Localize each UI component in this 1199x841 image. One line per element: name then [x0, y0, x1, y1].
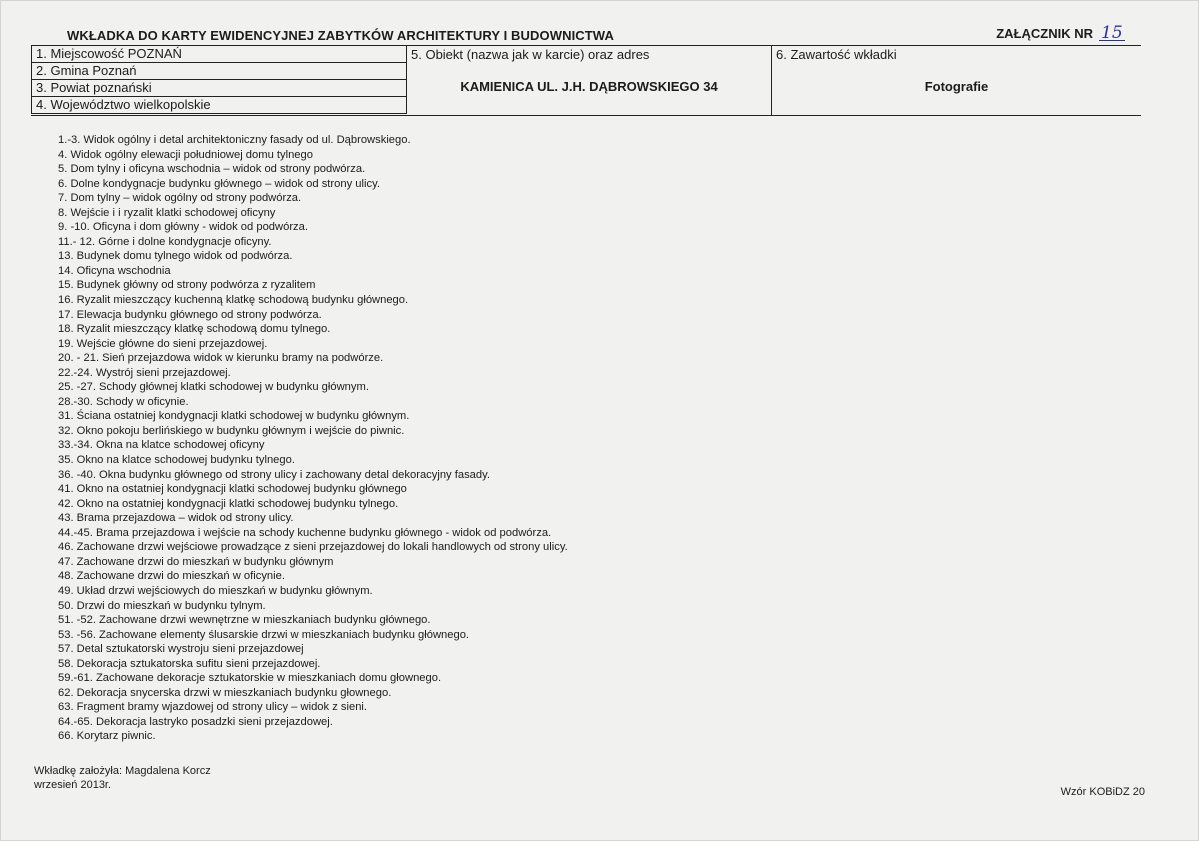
- list-item: 31. Ściana ostatniej kondygnacji klatki schodowej w budynku głównym.: [58, 410, 410, 423]
- object-cell: [407, 45, 772, 116]
- form-id: Wzór KOBiDZ 20: [1060, 786, 1145, 798]
- list-item: 53. -56. Zachowane elementy ślusarskie drzwi w mieszkaniach budynku głównego.: [58, 628, 470, 641]
- field-commune: 2. Gmina Poznań: [31, 62, 407, 79]
- field-locality: 1. Miejscowość POZNAŃ: [31, 45, 407, 62]
- list-item: 11.- 12. Górne i dolne kondygnacje oficyny.: [58, 235, 272, 248]
- list-item: 7. Dom tylny – widok ogólny od strony podwórza.: [58, 192, 302, 205]
- content-label: 6. Zawartość wkładki: [776, 47, 897, 62]
- list-item: 32. Okno pokoju berlińskiego w budynku głównym i wejście do piwnic.: [58, 424, 405, 437]
- list-item: 62. Dekoracja snycerska drzwi w mieszkaniach budynku głownego.: [58, 686, 392, 699]
- date: wrzesień 2013r.: [34, 779, 112, 791]
- list-item: 35. Okno na klatce schodowej budynku tylnego.: [58, 454, 295, 467]
- list-item: 50. Drzwi do mieszkań w budynku tylnym.: [58, 599, 266, 612]
- list-item: 46. Zachowane drzwi wejściowe prowadzące z sieni przejazdowej do lokali handlowych od strony ulicy.: [58, 541, 568, 554]
- list-item: 6. Dolne kondygnacje budynku głównego – widok od strony ulicy.: [58, 177, 380, 190]
- list-item: 14. Oficyna wschodnia: [58, 264, 171, 277]
- field-voivodeship: 4. Województwo wielkopolskie: [31, 96, 407, 114]
- list-item: 41. Okno na ostatniej kondygnacji klatki schodowej budynku głównego: [58, 483, 407, 496]
- photo-list: [58, 133, 568, 744]
- list-item: 63. Fragment bramy wjazdowej od strony ulicy – widok z sieni.: [58, 701, 368, 714]
- list-item: 66. Korytarz piwnic.: [58, 730, 156, 743]
- list-item: 44.-45. Brama przejazdowa i wejście na schody kuchenne budynku głównego - widok od podwórza.: [58, 526, 552, 539]
- field-district: 3. Powiat poznański: [31, 79, 407, 96]
- list-item: 49. Układ drzwi wejściowych do mieszkań w budynku głównym.: [58, 584, 373, 597]
- annex-label: ZAŁĄCZNIK NR: [996, 26, 1093, 41]
- content-cell: [772, 45, 1141, 116]
- list-item: 4. Widok ogólny elewacji południowej domu tylnego: [58, 148, 313, 161]
- list-item: 42. Okno na ostatniej kondygnacji klatki schodowej budynku tylnego.: [58, 497, 399, 510]
- list-item: 13. Budynek domu tylnego widok od podwórza.: [58, 250, 293, 263]
- author: Wkładkę założyła: Magdalena Korcz: [34, 765, 211, 777]
- list-item: 43. Brama przejazdowa – widok od strony ulicy.: [58, 512, 294, 525]
- list-item: 15. Budynek główny od strony podwórza z ryzalitem: [58, 279, 316, 292]
- content-value: Fotografie: [924, 79, 989, 94]
- list-item: 57. Detal sztukatorski wystroju sieni przejazdowej: [58, 643, 304, 656]
- header-table: [31, 45, 1141, 116]
- list-item: 18. Ryzalit mieszczący klatkę schodową domu tylnego.: [58, 323, 331, 336]
- list-item: 36. -40. Okna budynku głównego od strony ulicy i zachowany detal dekoracyjny fasady.: [58, 468, 491, 481]
- document-title: WKŁADKA DO KARTY EWIDENCYJNEJ ZABYTKÓW ARCHITEKTURY I BUDOWNICTWA: [67, 28, 614, 43]
- list-item: 58. Dekoracja sztukatorska sufitu sieni przejazdowej.: [58, 657, 321, 670]
- object-value: KAMIENICA UL. J.H. DĄBROWSKIEGO 34: [460, 79, 718, 94]
- list-item: 64.-65. Dekoracja lastryko posadzki sieni przejazdowej.: [58, 715, 333, 728]
- location-fields: [31, 45, 407, 115]
- list-item: 19. Wejście główne do sieni przejazdowej.: [58, 337, 268, 350]
- list-item: 17. Elewacja budynku głównego od strony podwórza.: [58, 308, 322, 321]
- list-item: 28.-30. Schody w oficynie.: [58, 395, 189, 408]
- list-item: 51. -52. Zachowane drzwi wewnętrzne w mieszkaniach budynku głównego.: [58, 614, 431, 627]
- list-item: 1.-3. Widok ogólny i detal architektoniczny fasady od ul. Dąbrowskiego.: [58, 134, 411, 146]
- author-block: [34, 764, 211, 792]
- annex-number: 15: [1099, 26, 1125, 41]
- annex-label-block: [996, 23, 1125, 43]
- list-item: 33.-34. Okna na klatce schodowej oficyny: [58, 439, 265, 452]
- list-item: 9. -10. Oficyna i dom główny - widok od podwórza.: [58, 221, 308, 234]
- list-item: 16. Ryzalit mieszczący kuchenną klatkę schodową budynku głównego.: [58, 294, 409, 307]
- list-item: 5. Dom tylny i oficyna wschodnia – widok od strony podwórza.: [58, 163, 366, 176]
- list-item: 20. - 21. Sień przejazdowa widok w kierunku bramy na podwórze.: [58, 352, 384, 365]
- list-item: 48. Zachowane drzwi do mieszkań w oficynie.: [58, 570, 285, 583]
- list-item: 22.-24. Wystrój sieni przejazdowej.: [58, 366, 231, 379]
- list-item: 25. -27. Schody głównej klatki schodowej w budynku głównym.: [58, 381, 369, 394]
- list-item: 59.-61. Zachowane dekoracje sztukatorskie w mieszkaniach domu głownego.: [58, 672, 442, 685]
- list-item: 47. Zachowane drzwi do mieszkań w budynku głównym: [58, 555, 334, 568]
- object-label: 5. Obiekt (nazwa jak w karcie) oraz adres: [411, 47, 650, 62]
- list-item: 8. Wejście i i ryzalit klatki schodowej oficyny: [58, 206, 276, 219]
